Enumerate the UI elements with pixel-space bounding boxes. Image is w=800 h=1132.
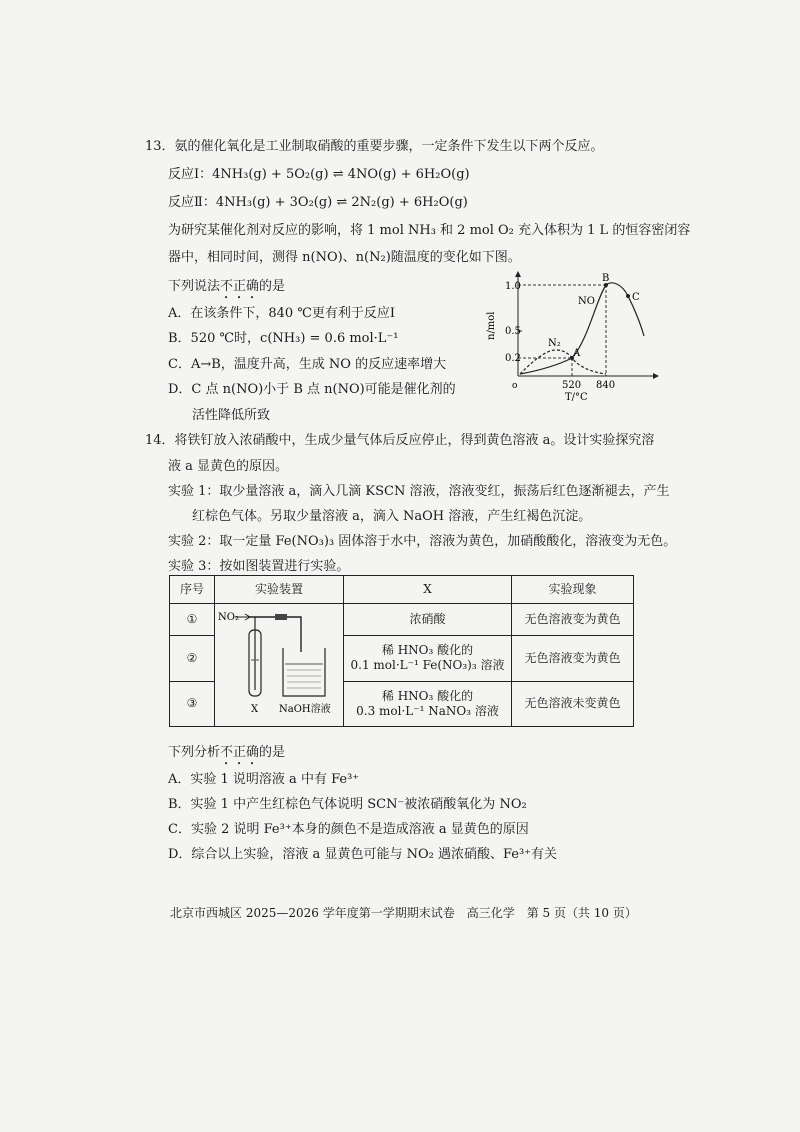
q14-stem-line2: 液 a 显黄色的原因。 — [168, 459, 289, 474]
row-result: 无色溶液未变黄色 — [512, 681, 634, 726]
q14-option-d[interactable]: D．综合以上实验，溶液 a 显黄色可能与 NO₂ 遇浓硝酸、Fe³⁺有关 — [168, 847, 558, 862]
y-tick-1: 1.0 — [505, 281, 521, 292]
x-tick-2: 840 — [596, 380, 616, 391]
experiment-table — [169, 575, 634, 727]
row-no: ② — [170, 636, 215, 681]
row-no: ① — [170, 604, 215, 636]
gas-label: NO₂ — [218, 612, 239, 623]
q13-option-a[interactable]: A．在该条件下，840 ℃更有利于反应Ⅰ — [168, 306, 396, 321]
q13-option-b[interactable]: B．520 ℃时，c(NH₃) = 0.6 mol·L⁻¹ — [168, 331, 399, 346]
q13-option-d-cont: 活性降低所致 — [192, 408, 271, 423]
beaker-label: NaOH溶液 — [279, 704, 331, 715]
rubber-joint — [275, 614, 287, 620]
point-c-mark — [626, 294, 630, 298]
row-no: ③ — [170, 681, 215, 726]
row-result: 无色溶液变为黄色 — [512, 604, 634, 636]
point-b: B — [602, 273, 610, 284]
q14-option-b[interactable]: B．实验 1 中产生红棕色气体说明 SCN⁻被浓硝酸氧化为 NO₂ — [168, 797, 527, 812]
q14-option-c[interactable]: C．实验 2 说明 Fe³⁺本身的颜色不是造成溶液 a 显黄色的原因 — [168, 822, 529, 837]
row-x: 浓硝酸 — [344, 604, 512, 636]
q13-option-c[interactable]: C．A→B，温度升高，生成 NO 的反应速率增大 — [168, 357, 447, 372]
q14-exp1-line1: 实验 1：取少量溶液 a，滴入几滴 KSCN 溶液，溶液变红，振荡后红色逐渐褪去，产生 — [168, 484, 670, 499]
q14-exp1-line2: 红棕色气体。另取少量溶液 a，滴入 NaOH 溶液，产生红褐色沉淀。 — [192, 509, 592, 524]
header-result: 实验现象 — [512, 576, 634, 604]
header-x: X — [344, 576, 512, 604]
x-tick-1: 520 — [562, 380, 582, 391]
x-label: X — [251, 704, 259, 715]
q13-question: 下列说法不正确的是 — [168, 279, 286, 294]
table-header-row — [170, 576, 634, 604]
row-x: 稀 HNO₃ 酸化的 0.1 mol·L⁻¹ Fe(NO₃)₃ 溶液 — [344, 636, 512, 681]
q13-stem: 13．氨的催化氧化是工业制取硝酸的重要步骤，一定条件下发生以下两个反应。 — [145, 139, 604, 154]
y-label: n/mol — [486, 311, 497, 340]
q13-graph — [472, 270, 662, 405]
header-apparatus: 实验装置 — [215, 576, 344, 604]
q14-option-a[interactable]: A．实验 1 说明溶液 a 中有 Fe³⁺ — [168, 772, 360, 787]
row-x: 稀 HNO₃ 酸化的 0.3 mol·L⁻¹ NaNO₃ 溶液 — [344, 681, 512, 726]
n2-label: N₂ — [548, 338, 561, 349]
q13-intro-line1: 为研究某催化剂对反应的影响，将 1 mol NH₃ 和 2 mol O₂ 充入体积为 1 L 的恒容密闭容 — [168, 223, 691, 238]
no-label: NO — [578, 296, 595, 307]
q13-reaction-2: 反应Ⅱ：4NH₃(g) + 3O₂(g) ⇌ 2N₂(g) + 6H₂O(g) — [168, 195, 468, 210]
q13-reaction-1: 反应Ⅰ：4NH₃(g) + 5O₂(g) ⇌ 4NO(g) + 6H₂O(g) — [168, 167, 470, 182]
origin-label: o — [512, 381, 518, 391]
x-label: T/°C — [565, 392, 588, 403]
q14-question: 下列分析不正确的是 — [168, 745, 286, 760]
q14-stem-line1: 14．将铁钉放入浓硝酸中，生成少量气体后反应停止，得到黄色溶液 a。设计实验探究溶 — [145, 433, 655, 448]
beaker-icon — [283, 648, 325, 696]
header-no: 序号 — [170, 576, 215, 604]
apparatus-cell — [215, 604, 344, 727]
q14-exp2: 实验 2：取一定量 Fe(NO₃)₃ 固体溶于水中，溶液为黄色，加硝酸酸化，溶液变为无色。 — [168, 534, 677, 549]
apparatus-diagram — [215, 604, 343, 722]
q14-exp3: 实验 3：按如图装置进行实验。 — [168, 559, 350, 574]
y-tick-2: 0.5 — [505, 326, 521, 337]
q13-intro-line2: 器中，相同时间，测得 n(NO)、n(N₂)随温度的变化如下图。 — [168, 250, 521, 265]
row-result: 无色溶液变为黄色 — [512, 636, 634, 681]
q13-option-d[interactable]: D．C 点 n(NO)小于 B 点 n(NO)可能是催化剂的 — [168, 382, 456, 397]
point-c: C — [632, 292, 640, 303]
table-row — [170, 604, 634, 636]
y-tick-3: 0.2 — [505, 353, 521, 364]
point-a: A — [573, 348, 581, 359]
page-footer: 北京市西城区 2025—2026 学年度第一学期期末试卷 高三化学 第 5 页（共 10 页） — [170, 906, 637, 920]
